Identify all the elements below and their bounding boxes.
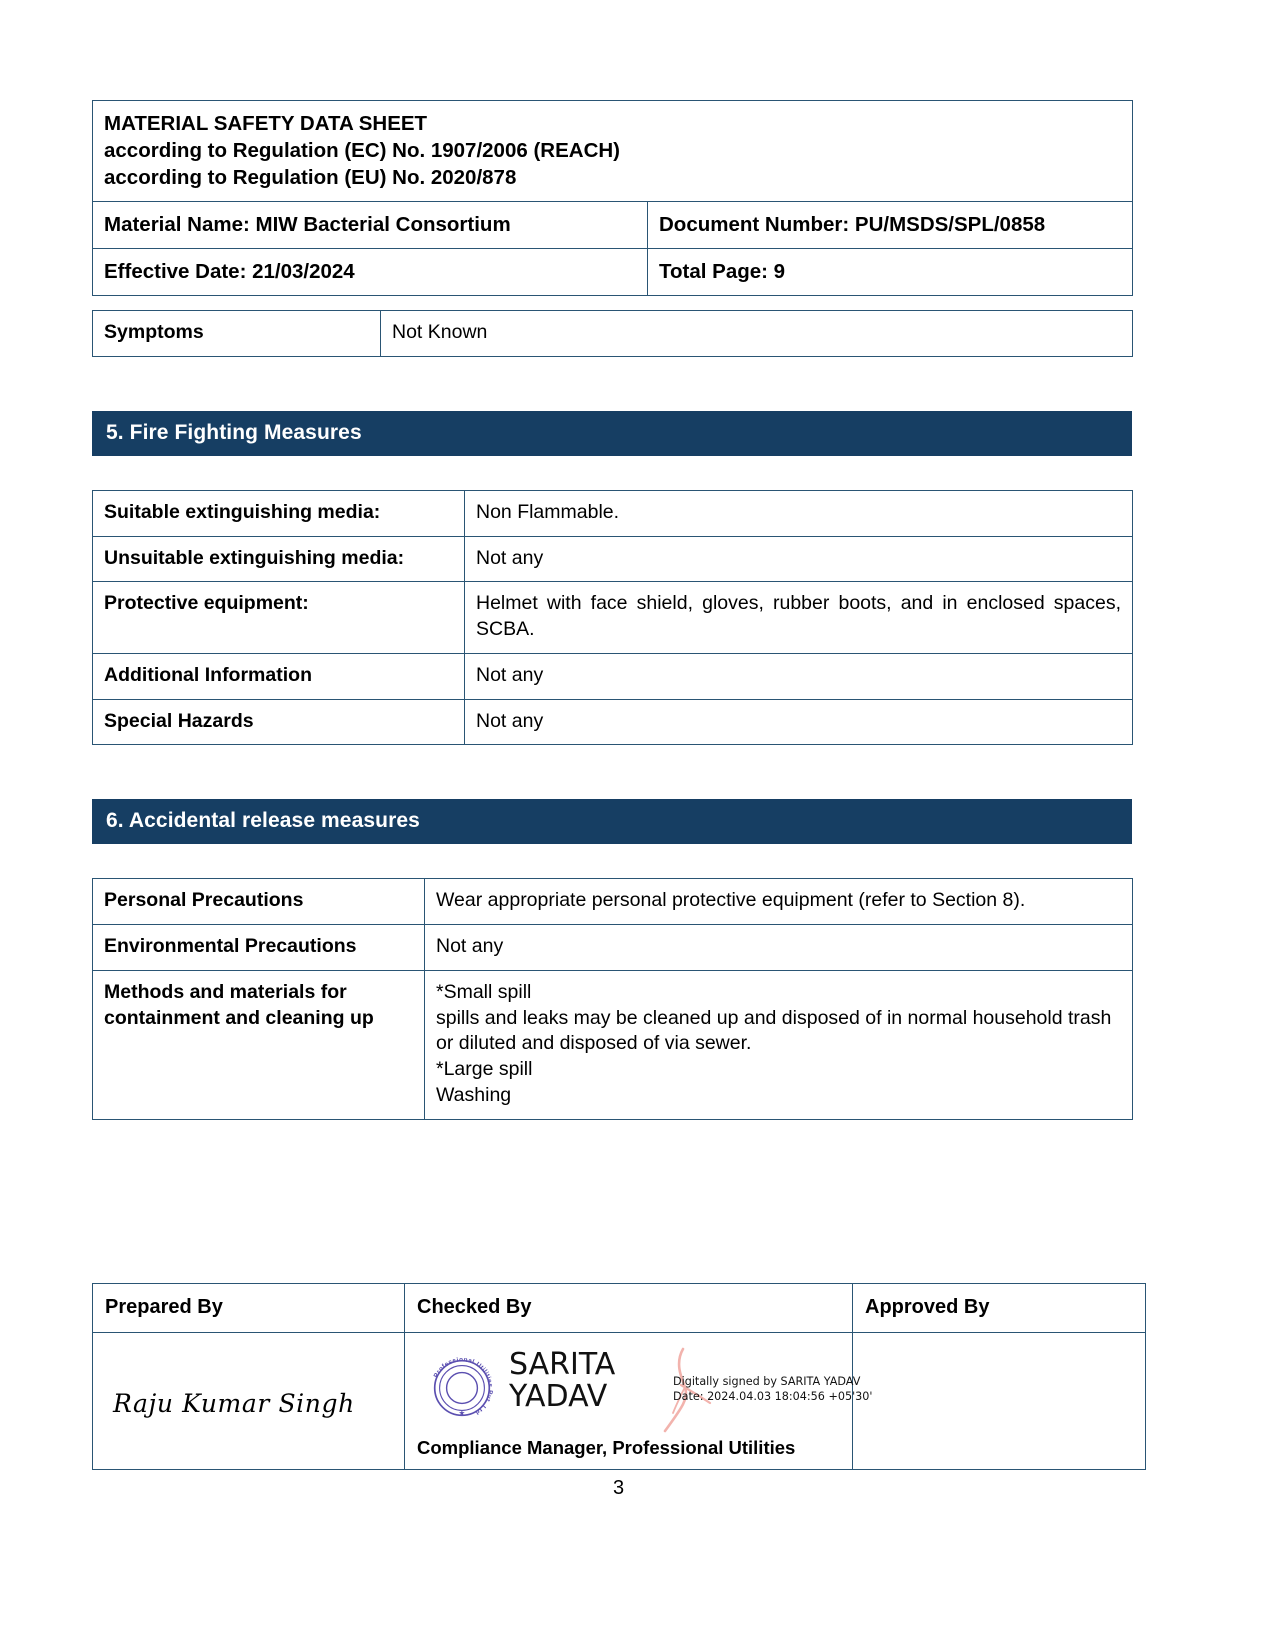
suitable-extinguishing-media-value: Non Flammable. (465, 490, 1133, 536)
table-row (93, 653, 1133, 699)
additional-information-value: Not any (465, 653, 1133, 699)
checked-by-name (509, 1346, 616, 1414)
compliance-manager-line: Compliance Manager, Professional Utilities (417, 1436, 796, 1458)
spacer (92, 1120, 1135, 1283)
unsuitable-extinguishing-media-value: Not any (465, 536, 1133, 582)
additional-information-label: Additional Information (93, 653, 465, 699)
symptoms-table (92, 310, 1133, 357)
environmental-precautions-label: Environmental Precautions (93, 925, 425, 971)
document-title-line-1: MATERIAL SAFETY DATA SHEET (104, 112, 428, 135)
checked-by-cell (405, 1332, 873, 1469)
special-hazards-value: Not any (465, 699, 1133, 745)
table-row (93, 699, 1133, 745)
symptoms-value: Not Known (381, 311, 1133, 357)
section-heading-fire-fighting: 5. Fire Fighting Measures (92, 411, 1132, 456)
stamp-star-icon: ★ (458, 1407, 466, 1417)
document-number-cell: Document Number: PU/MSDS/SPL/0858 (648, 202, 1133, 249)
table-row (93, 249, 1133, 296)
signature-table (92, 1283, 1146, 1470)
fire-fighting-measures-table (92, 490, 1133, 745)
table-row (93, 1283, 1146, 1332)
table-row (93, 311, 1133, 357)
methods-materials-label: Methods and materials for containment and cleaning up (93, 970, 425, 1119)
methods-line-small-spill: *Small spill (436, 980, 532, 1003)
checked-by-name-line-1: SARITA (509, 1346, 616, 1382)
document-title-line-2: according to Regulation (EC) No. 1907/2006 (REACH) (104, 139, 621, 163)
table-row (93, 925, 1133, 971)
spacer (92, 357, 1135, 411)
protective-equipment-label: Protective equipment: (93, 582, 465, 653)
special-hazards-label: Special Hazards (93, 699, 465, 745)
checked-by-name-line-2: YADAV (509, 1378, 608, 1414)
table-row (93, 101, 1133, 202)
methods-line-large-spill: *Large spill (436, 1058, 533, 1081)
suitable-extinguishing-media-label: Suitable extinguishing media: (93, 490, 465, 536)
approved-by-cell (853, 1332, 1146, 1469)
methods-line-washing: Washing (436, 1083, 512, 1106)
methods-line-small-spill-detail: spills and leaks may be cleaned up and disposed of in normal household trash or diluted and disposed of via sewer. (436, 1006, 1112, 1055)
table-row (93, 970, 1133, 1119)
prepared-by-header: Prepared By (93, 1283, 405, 1332)
table-row (93, 202, 1133, 249)
digital-signature-signer: Digitally signed by SARITA YADAV (673, 1374, 861, 1388)
table-row (93, 582, 1133, 653)
protective-equipment-value: Helmet with face shield, gloves, rubber boots, and in enclosed spaces, SCBA. (465, 582, 1133, 653)
spacer (92, 745, 1135, 799)
page-number: 3 (612, 1476, 625, 1499)
company-stamp-icon (427, 1353, 497, 1423)
table-row (93, 536, 1133, 582)
environmental-precautions-value: Not any (425, 925, 1133, 971)
methods-materials-value (425, 970, 1133, 1119)
personal-precautions-value: Wear appropriate personal protective equipment (refer to Section 8). (425, 879, 1133, 925)
document-title-line-3: according to Regulation (EU) No. 2020/878 (104, 166, 517, 190)
prepared-by-signature: Raju Kumar Singh (113, 1388, 355, 1418)
material-name-cell: Material Name: MIW Bacterial Consortium (93, 202, 648, 249)
table-row (93, 490, 1133, 536)
total-page-cell: Total Page: 9 (648, 249, 1133, 296)
digital-signature-text (673, 1374, 872, 1404)
spacer (92, 844, 1135, 878)
checked-by-header: Checked By (405, 1283, 853, 1332)
document-header-table (92, 100, 1133, 296)
table-row (93, 1332, 1146, 1469)
table-row (93, 879, 1133, 925)
accidental-release-measures-table (92, 878, 1133, 1119)
spacer (92, 456, 1135, 490)
document-title-cell (93, 101, 1133, 202)
unsuitable-extinguishing-media-label: Unsuitable extinguishing media: (93, 536, 465, 582)
personal-precautions-label: Personal Precautions (93, 879, 425, 925)
symptoms-label: Symptoms (93, 311, 381, 357)
digital-signature-date: Date: 2024.04.03 18:04:56 +05'30' (673, 1389, 873, 1403)
effective-date-cell: Effective Date: 21/03/2024 (93, 249, 648, 296)
approved-by-header: Approved By (853, 1283, 1146, 1332)
prepared-by-cell (93, 1332, 405, 1469)
section-heading-accidental-release: 6. Accidental release measures (92, 799, 1132, 844)
svg-text:Professional Utilities Pvt. Lt: Professional Utilities Pvt. Ltd. (432, 1355, 494, 1417)
